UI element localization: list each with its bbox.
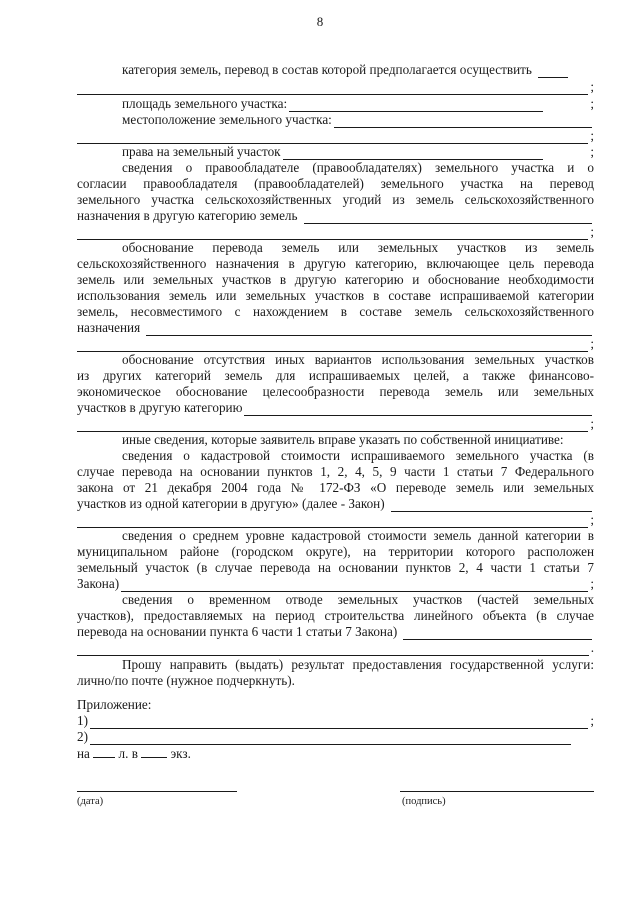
blank-field[interactable]	[90, 732, 571, 745]
line-blank: ;	[77, 416, 594, 432]
line-just-end: назначения	[77, 320, 594, 336]
blank-field[interactable]	[391, 499, 592, 512]
text-line: из других категорий земель для испрашиваемых целей, а также финансово-	[77, 368, 594, 383]
attachment-item-1: 1) ;	[77, 713, 594, 728]
blank-field[interactable]	[77, 339, 588, 352]
text-line: обоснование отсутствия иных вариантов использования земельных участков	[122, 352, 594, 367]
blank-field[interactable]	[77, 82, 588, 95]
text-line: закона от 21 декабря 2004 года № 172-ФЗ «О переводе земель или земельных	[77, 480, 594, 495]
line-blank: ;	[77, 224, 594, 240]
attachment-item-2: 2)	[77, 729, 573, 745]
blank-field[interactable]	[77, 643, 589, 656]
text-line: муниципальном районе (городском округе), на территории которого расположен	[77, 544, 594, 559]
text-line: использования земель или земельных участков в составе испрашиваемой категории	[77, 288, 594, 303]
line-rights: права на земельный участок ;	[122, 144, 594, 159]
text-line: случае перевода на основании пунктов 1, 2, 4, 5, 9 части 1 статьи 7 Федерального	[77, 464, 594, 479]
line-avg-end: Закона) ;	[77, 576, 594, 591]
text-line: экономическое обоснование целесообразности перевода земель или земельных	[77, 384, 594, 399]
line-owner-end: назначения в другую категорию земель	[77, 208, 594, 224]
blank-field[interactable]	[77, 419, 588, 432]
sheets-line: на л. в экз.	[77, 746, 191, 761]
text-line: сведения о временном отводе земельных участков (частей земельных	[122, 592, 594, 607]
line-area: площадь земельного участка: ;	[122, 96, 594, 111]
line-location: местоположение земельного участка:	[77, 112, 594, 128]
blank-field[interactable]	[304, 211, 592, 224]
attachment-heading: Приложение:	[77, 697, 152, 712]
text-line: лично/по почте (нужное подчеркнуть).	[77, 673, 295, 688]
text-line: иные сведения, которые заявитель вправе указать по собственной инициативе:	[122, 432, 564, 447]
text-line: земель или земельных участков в другую категорию и обоснование необходимости	[77, 272, 594, 287]
line-tmp-end: перевода на основании пункта 6 части 1 статьи 7 Закона)	[77, 624, 594, 640]
line-blank: ;	[77, 336, 594, 352]
line-blank: .	[77, 640, 594, 656]
line-category: категория земель, перевод в состав которой предполагается осуществить	[77, 62, 594, 78]
text-line: земельного участка сельскохозяйственных угодий из земель сельскохозяйственного	[77, 192, 594, 207]
signature-caption: (подпись)	[402, 796, 446, 807]
date-line[interactable]	[77, 791, 237, 792]
text-line: сведения о правообладателе (правообладателях) земельного участка и о	[122, 160, 594, 175]
blank-field[interactable]	[77, 515, 588, 528]
blank-field[interactable]	[77, 227, 588, 240]
blank-field[interactable]	[403, 627, 592, 640]
blank-field[interactable]	[121, 579, 588, 592]
blank-field[interactable]	[90, 716, 588, 729]
text-line: сельскохозяйственного назначения в другую категорию, включающее цель перевода	[77, 256, 594, 271]
blank-field[interactable]	[244, 403, 592, 416]
line-alt-end: участков в другую категорию	[77, 400, 594, 416]
blank-field[interactable]	[289, 99, 543, 112]
blank-field[interactable]	[146, 323, 592, 336]
blank-field[interactable]	[334, 115, 592, 128]
blank-field[interactable]	[283, 147, 544, 160]
text-line: сведения о среднем уровне кадастровой стоимости земель данной категории в	[122, 528, 594, 543]
line-blank: ;	[77, 128, 594, 144]
blank-field[interactable]	[77, 131, 588, 144]
line-blank: ;	[77, 79, 594, 95]
date-caption: (дата)	[77, 796, 104, 807]
text-line: сведения о кадастровой стоимости испрашиваемого земельного участка (в	[122, 448, 594, 463]
text-line: земель, несовместимого с нахождением в составе земель сельскохозяйственного	[77, 304, 594, 319]
text-line: Прошу направить (выдать) результат предоставления государственной услуги:	[122, 657, 594, 672]
page-number: 8	[316, 14, 324, 29]
text-line: земельный участок (в случае перевода на основании пунктов 2, 4 части 1 статьи 7	[77, 560, 594, 575]
blank-field[interactable]	[538, 65, 568, 78]
blank-field[interactable]	[141, 745, 167, 758]
signature-line[interactable]	[400, 791, 594, 792]
text-line: участков), предоставляемых на период строительства линейного объекта (в случае	[77, 608, 594, 623]
text-line: согласии правообладателя (правообладателей) земельного участка на перевод	[77, 176, 594, 191]
blank-field[interactable]	[93, 745, 115, 758]
line-blank: ;	[77, 512, 594, 528]
text-line: обоснование перевода земель или земельных участков из земель	[122, 240, 594, 255]
line-cad-end: участков из одной категории в другую» (далее - Закон)	[77, 496, 594, 512]
